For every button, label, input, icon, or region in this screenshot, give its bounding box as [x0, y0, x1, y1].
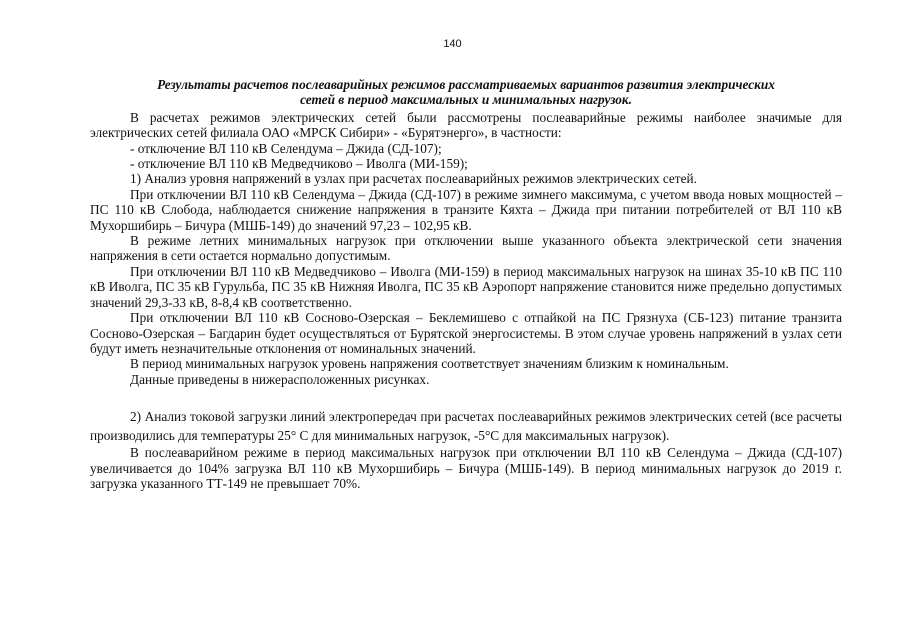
document-body [90, 77, 842, 491]
list-item-sd107: - отключение ВЛ 110 кВ Селендума – Джида (СД-107); [130, 140, 442, 156]
list-item-mi159: - отключение ВЛ 110 кВ Медведчиково – Иволга (МИ-159); [130, 156, 468, 172]
paragraph-current-load-analysis: 2) Анализ токовой загрузки линий электропередач при расчетах послеаварийных режимов электрических сетей (все расчеты производились для температуры 25° С для минимальных нагрузок, -5°С для максимальных нагрузок). [90, 409, 842, 443]
page-number: 140 [443, 38, 462, 50]
paragraph-spacer [90, 387, 842, 408]
paragraph-minimum-loads: В период минимальных нагрузок уровень напряжения соответствует значениям близким к номинальным. [130, 356, 729, 372]
paragraph-sd107-winter: При отключении ВЛ 110 кВ Селендума – Джида (СД-107) в режиме зимнего максимума, с учетом ввода новых мощностей – ПС 110 кВ Слобода, наблюдается снижение напряжения в транзите Кяхта – Джида при питании потребителей от ВЛ 110 кВ Мухоршибирь – Бичура (МШБ-149) до значений 97,23 – 102,95 кВ. [90, 186, 842, 233]
paragraph-postemergency-load: В послеаварийном режиме в период максимальных нагрузок при отключении ВЛ 110 кВ Селендума – Джида (СД-107) увеличивается до 104% загрузка ВЛ 110 кВ Мухоршибирь – Бичура (МШБ-149). В период минимальных нагрузок до 2019 г. загрузка указанного ТТ-149 не превышает 70%. [90, 445, 842, 491]
paragraph-mi159: При отключении ВЛ 110 кВ Медведчиково – Иволга (МИ-159) в период максимальных нагрузок на шинах 35-10 кВ ПС 110 кВ Иволга, ПС 35 кВ Гурульба, ПС 35 кВ Нижняя Иволга, ПС 35 кВ Аэропорт напряжение становится ниже предельно допустимых значений 29,3-33 кВ, 8-8,4 кВ соответственно. [90, 263, 842, 310]
section-title [90, 77, 842, 108]
paragraph-summer-minimum: В режиме летних минимальных нагрузок при отключении выше указанного объекта электрической сети значения напряжения в сети остается нормально допустимым. [90, 233, 842, 264]
paragraph-voltage-analysis-heading: 1) Анализ уровня напряжений в узлах при расчетах послеаварийных режимов электрических сетей. [130, 171, 697, 187]
paragraph-sb123: При отключении ВЛ 110 кВ Сосново-Озерская – Беклемишево с отпайкой на ПС Грязнуха (СБ-123) питание транзита Сосново-Озерская – Багдарин будет осуществляться от Бурятской энергосистемы. В этом случае уровень напряжений в узлах сети будут иметь незначительные отклонения от номинальных значений. [90, 310, 842, 356]
paragraph-intro: В расчетах режимов электрических сетей были рассмотрены послеаварийные режимы наиболее значимые для электрических сетей филиала ОАО «МРСК Сибири» - «Бурятэнерго», в частности: [90, 109, 842, 141]
section-title-line-1: Результаты расчетов послеаварийных режимов рассматриваемых вариантов развития электрических [157, 77, 775, 92]
paragraph-data-reference: Данные приведены в нижерасположенных рисунках. [130, 371, 430, 387]
section-title-line-2: сетей в период максимальных и минимальных нагрузок. [300, 92, 632, 108]
